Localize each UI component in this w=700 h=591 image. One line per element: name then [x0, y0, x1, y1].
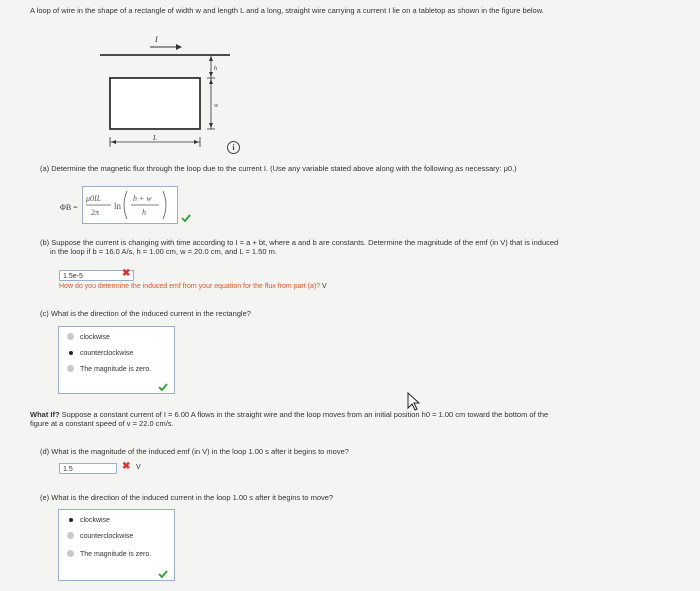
cross-icon: ✖ [122, 268, 131, 279]
l-label: L [153, 134, 157, 142]
radio-selected-icon[interactable] [67, 349, 74, 356]
part-b-line2: in the loop if b = 16.0 A/s, h = 1.00 cm, w = 20.0 cm, and L = 1.50 m. [50, 247, 277, 257]
part-b-unit: V [322, 283, 327, 290]
part-c-option-counterclockwise[interactable]: counterclockwise [67, 349, 133, 357]
check-icon [158, 383, 168, 391]
part-b-line1: (b) Suppose the current is changing with time according to I = a + bt, where a and b are constants. Determine the magnitude of the emf (in V) that is induced [40, 238, 559, 247]
check-icon [158, 570, 168, 578]
radio-icon[interactable] [67, 532, 74, 539]
part-d-answer-input[interactable]: 1.5 [59, 463, 117, 474]
w-label: w [214, 103, 219, 109]
mouse-cursor-icon [406, 392, 422, 412]
part-d-question: (d) What is the magnitude of the induced emf (in V) in the loop 1.00 s after it begins to move? [40, 447, 349, 456]
wire-loop-figure [100, 30, 260, 155]
radio-icon[interactable] [67, 365, 74, 372]
part-e-option-counterclockwise[interactable]: counterclockwise [67, 532, 133, 540]
what-if-text [30, 410, 695, 429]
what-if-line2: figure at a constant speed of v = 22.0 cm/s. [30, 419, 174, 429]
what-if-line1: Suppose a constant current of I = 6.00 A flows in the straight wire and the loop moves from an initial position h0 = 1.00 cm toward the bottom of the [61, 410, 549, 419]
check-icon [181, 214, 191, 222]
part-e-option-zero[interactable]: The magnitude is zero. [67, 550, 151, 558]
part-a-answer-field[interactable] [82, 186, 178, 224]
radio-selected-icon[interactable] [67, 516, 74, 523]
hint-text: How do you determine the induced emf from your equation for the flux from part (a)? [59, 283, 321, 290]
part-d-unit: V [136, 464, 141, 471]
part-c-question: (c) What is the direction of the induced current in the rectangle? [40, 309, 251, 318]
problem-intro: A loop of wire in the shape of a rectangle of width w and length L and a long, straight wire carrying a current I lie on a tabletop as shown in the figure below. [30, 6, 544, 15]
formula-arg-denominator: h [142, 208, 146, 217]
part-e-question: (e) What is the direction of the induced current in the loop 1.00 s after it begins to move? [40, 493, 334, 502]
formula-numerator: μ0IL [86, 194, 102, 203]
h-label: h [214, 66, 217, 72]
formula-denominator: 2π [91, 208, 100, 217]
formula-arg-numerator: h + w [133, 194, 152, 203]
current-label: I [155, 35, 158, 44]
part-c-option-zero[interactable]: The magnitude is zero. [67, 365, 151, 373]
part-c-option-clockwise[interactable]: clockwise [67, 333, 110, 341]
radio-icon[interactable] [67, 333, 74, 340]
what-if-lead: What If? [30, 410, 60, 419]
part-c-options [58, 326, 175, 394]
part-a-question: (a) Determine the magnetic flux through the loop due to the current I. (Use any variable stated above along with the following as necessary: μ0.) [40, 164, 517, 173]
cross-icon: ✖ [122, 461, 131, 472]
part-b-hint [59, 283, 327, 290]
part-b-answer-input[interactable]: 1.5e-5 [59, 270, 134, 281]
info-icon[interactable]: i [227, 141, 240, 154]
part-e-options [58, 509, 175, 581]
part-b-question [40, 238, 690, 257]
part-e-option-clockwise[interactable]: clockwise [67, 516, 110, 524]
flux-label: ΦB = [60, 203, 78, 212]
radio-icon[interactable] [67, 550, 74, 557]
formula-ln: ln [114, 201, 122, 211]
